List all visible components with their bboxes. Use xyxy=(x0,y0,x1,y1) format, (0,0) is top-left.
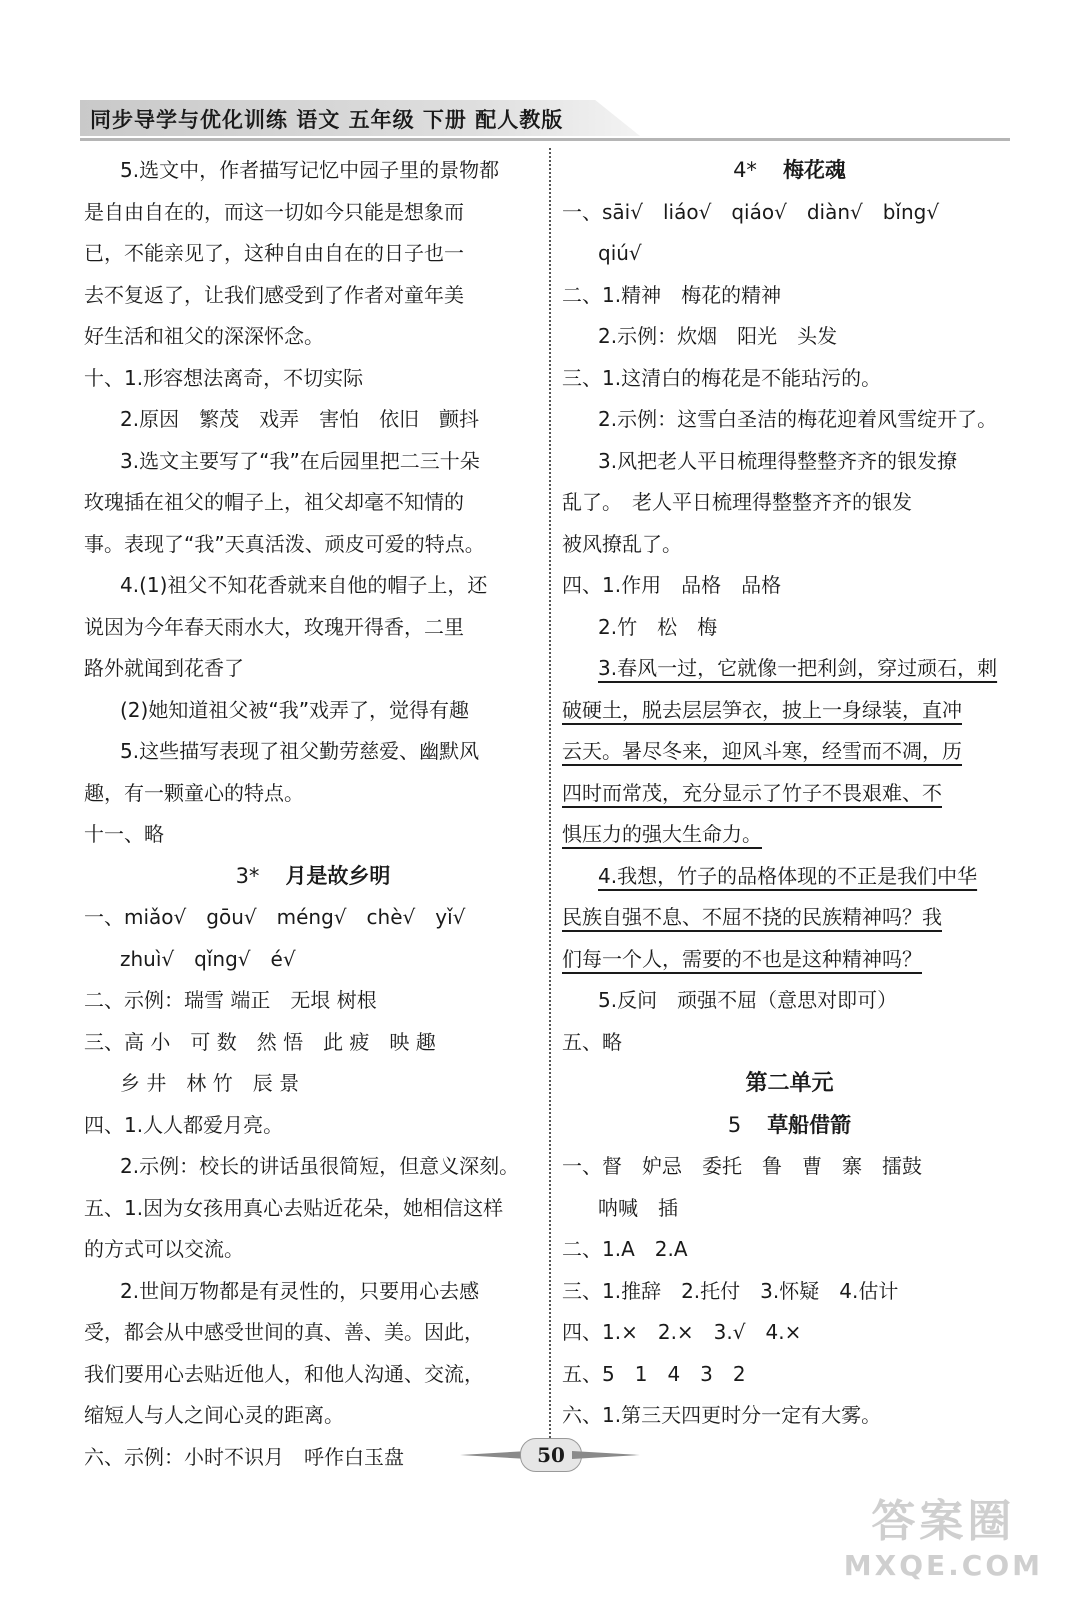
underlined-answer: 云天。暑尽冬来，迎风斗寒，经雪而不凋，历 xyxy=(562,739,962,763)
answer-line: 的方式可以交流。 xyxy=(84,1237,244,1261)
answer-line: 五、5 1 4 3 2 xyxy=(562,1361,746,1386)
underlined-answer: 民族自强不息、不屈不挠的民族精神吗？我 xyxy=(562,905,942,929)
page-number: 50 xyxy=(520,1438,582,1472)
answer-line: 2.原因 繁茂 戏弄 害怕 依旧 颤抖 xyxy=(120,407,480,431)
answer-line: 5.选文中，作者描写记忆中园子里的景物都 xyxy=(120,158,500,182)
left-column xyxy=(84,150,542,1478)
answer-line: 4.(1)祖父不知花香就来自他的帽子上，还 xyxy=(120,573,488,597)
lesson-number: 3* xyxy=(235,863,260,888)
lesson-name: 梅花魂 xyxy=(782,158,846,182)
answer-line: 受，都会从中感受世间的真、善、美。因此， xyxy=(84,1320,484,1344)
watermark-logo-text: 答案圈 xyxy=(871,1496,1016,1547)
answer-line: 路外就闻到花香了 xyxy=(84,656,244,680)
answer-line: 六、1.第三天四更时分一定有大雾。 xyxy=(562,1403,882,1427)
underlined-answer: 四时而常茂，充分显示了竹子不畏艰难、不 xyxy=(562,780,942,805)
answer-line: 五、略 xyxy=(562,1029,622,1054)
answer-line: qiú√ xyxy=(598,241,642,265)
answer-line: 3.选文主要写了“我”在后园里把二三十朵 xyxy=(120,448,480,473)
unit-title: 第二单元 xyxy=(745,1071,834,1096)
header-rule xyxy=(80,138,1010,141)
answer-line: 缩短人与人之间心灵的距离。 xyxy=(84,1403,344,1427)
answer-line: 事。表现了“我”天真活泼、顽皮可爱的特点。 xyxy=(84,531,485,556)
underlined-answer: 4.我想，竹子的品格体现的不正是我们中华 xyxy=(598,863,978,888)
watermark-url-text: MXQE.COM xyxy=(843,1549,1043,1582)
answer-line: 2.世间万物都是有灵性的，只要用心去感 xyxy=(120,1278,480,1303)
answer-line xyxy=(562,814,1017,856)
answer-line: 六、示例：小时不识月 呼作白玉盘 xyxy=(84,1444,404,1469)
underlined-answer: 3.春风一过，它就像一把利剑，穿过顽石，刺 xyxy=(598,656,998,680)
underlined-answer: 惧压力的强大生命力。 xyxy=(562,822,762,846)
right-column xyxy=(562,150,1017,1437)
answer-line: 四、1.人人都爱月亮。 xyxy=(84,1112,284,1137)
answer-line: 3.风把老人平日梳理得整整齐齐的银发撩 xyxy=(598,448,958,473)
underlined-answer: 们每一个人，需要的不也是这种精神吗？ xyxy=(562,946,922,971)
lesson-name: 月是故乡明 xyxy=(285,863,391,888)
answer-line: 二、1.精神 梅花的精神 xyxy=(562,282,782,307)
answer-line: 一、督 妒忌 委托 鲁 曹 寨 擂鼓 xyxy=(562,1154,922,1178)
answer-line: 2.示例：炊烟 阳光 头发 xyxy=(598,324,838,348)
header-title: 同步导学与优化训练 语文 五年级 下册 配人教版 xyxy=(90,107,564,132)
answer-line: (2)她知道祖父被“我”戏弄了，觉得有趣 xyxy=(120,697,470,722)
answer-line: 5.这些描写表现了祖父勤劳慈爱、幽默风 xyxy=(120,739,480,763)
answer-line: 四、1.× 2.× 3.√ 4.× xyxy=(562,1320,802,1344)
answer-line: 2.示例：这雪白圣洁的梅花迎着风雪绽开了。 xyxy=(598,407,998,431)
answer-line: 五、1.因为女孩用真心去贴近花朵，她相信这样 xyxy=(84,1195,504,1220)
answer-line: 三、高 小 可 数 然 悟 此 疲 映 趣 xyxy=(84,1029,436,1054)
lesson-number: 5 xyxy=(727,1112,742,1137)
answer-line: 三、1.推辞 2.托付 3.怀疑 4.估计 xyxy=(562,1278,899,1303)
answer-line: 去不复返了，让我们感受到了作者对童年美 xyxy=(84,282,464,307)
answer-line xyxy=(562,648,1017,690)
answer-line: 我们要用心去贴近他人，和他人沟通、交流， xyxy=(84,1361,484,1386)
lesson-name: 草船借箭 xyxy=(767,1112,852,1137)
answer-line: 是自由自在的，而这一切如今只能是想象而 xyxy=(84,199,464,224)
answer-line: 2.示例：校长的讲话虽很简短，但意义深刻。 xyxy=(120,1154,520,1178)
watermark xyxy=(844,1485,1043,1582)
answer-line: 二、1.A 2.A xyxy=(562,1237,688,1261)
column-divider xyxy=(549,148,551,1450)
answer-line: 一、sāi√ liáo√ qiáo√ diàn√ bǐng√ xyxy=(562,199,940,224)
answer-line: 5.反问 顽强不屈（意思对即可） xyxy=(598,988,898,1012)
answer-line: 说因为今年春天雨水大，玫瑰开得香，二里 xyxy=(84,614,464,639)
answer-line xyxy=(562,773,1017,815)
answer-line: 二、示例：瑞雪 端正 无垠 树根 xyxy=(84,988,377,1012)
lesson-number: 4* xyxy=(733,158,757,182)
answer-line: 趣，有一颗童心的特点。 xyxy=(84,780,304,805)
answer-line: 四、1.作用 品格 品格 xyxy=(562,573,782,597)
answer-line: 玫瑰插在祖父的帽子上，祖父却毫不知情的 xyxy=(84,490,464,514)
answer-line: zhuì√ qǐng√ é√ xyxy=(120,946,296,971)
answer-line xyxy=(562,690,1017,732)
answer-line: 十一、略 xyxy=(84,822,164,846)
answer-line: 乡 井 林 竹 辰 景 xyxy=(120,1071,300,1095)
answer-line: 一、miǎo√ gōu√ méng√ chè√ yǐ√ xyxy=(84,905,466,929)
lesson-title xyxy=(84,856,542,898)
answer-line: 乱了。 老人平日梳理得整整齐齐的银发 xyxy=(562,490,912,514)
page-footer xyxy=(460,1438,640,1472)
lesson-title xyxy=(562,150,1017,192)
answer-line: 十、1.形容想法离奇，不切实际 xyxy=(84,365,364,390)
underlined-answer: 破硬土，脱去层层笋衣，披上一身绿装，直冲 xyxy=(562,697,962,722)
answer-line: 好生活和祖父的深深怀念。 xyxy=(84,324,324,348)
answer-line xyxy=(562,939,1017,981)
footer-ornament-left xyxy=(460,1451,528,1459)
answer-line: 三、1.这清白的梅花是不能玷污的。 xyxy=(562,365,882,390)
answer-line xyxy=(562,856,1017,898)
answer-line: 2.竹 松 梅 xyxy=(598,614,718,639)
footer-ornament-right xyxy=(572,1451,640,1459)
answer-line: 已，不能亲见了，这种自由自在的日子也一 xyxy=(84,241,464,265)
lesson-title xyxy=(562,1105,1017,1147)
answer-line: 呐喊 插 xyxy=(598,1195,678,1220)
answer-line xyxy=(562,731,1017,773)
page-header xyxy=(80,96,1010,140)
answer-line xyxy=(562,897,1017,939)
answer-line: 被风撩乱了。 xyxy=(562,531,682,556)
